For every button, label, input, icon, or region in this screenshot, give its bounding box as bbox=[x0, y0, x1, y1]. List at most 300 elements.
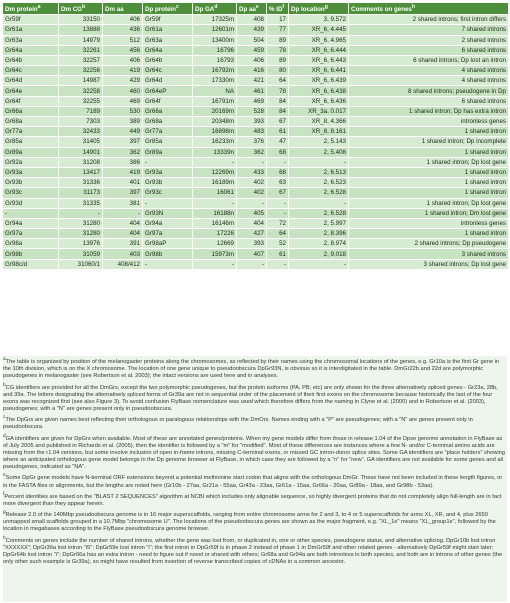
table-cell: XR_6, 4.965 bbox=[289, 35, 349, 45]
table-cell: Gr64e bbox=[3, 86, 59, 96]
table-cell: Gr64b bbox=[143, 55, 193, 65]
table-cell: 4 shared introns bbox=[349, 76, 509, 86]
table-cell: 20169m bbox=[193, 106, 237, 116]
footnote-marker: e bbox=[255, 4, 259, 10]
table-cell: Gr85a bbox=[3, 137, 59, 147]
table-row bbox=[3, 55, 509, 65]
column-header-label: Dm CG bbox=[61, 6, 82, 14]
table-cell: Gr63a bbox=[3, 35, 59, 45]
table-cell: 4 shared introns bbox=[349, 66, 509, 76]
column-header bbox=[193, 3, 237, 15]
table-cell: 31280 bbox=[59, 229, 103, 239]
table-cell: - bbox=[143, 198, 193, 208]
table-cell: Gr85a bbox=[143, 137, 193, 147]
column-header-label: Dp protein bbox=[145, 6, 176, 14]
table-cell: Gr64d bbox=[143, 76, 193, 86]
table-row bbox=[3, 218, 509, 228]
table-cell: 2, 8.396 bbox=[289, 229, 349, 239]
table-cell: 8 shared introns; pseudogene in Dp bbox=[349, 86, 509, 96]
table-cell: 13339n bbox=[193, 147, 237, 157]
table-cell: 16146m bbox=[193, 218, 237, 228]
table-row bbox=[3, 249, 509, 259]
table-cell: 15973m bbox=[193, 249, 237, 259]
table-cell: Gr93a bbox=[3, 167, 59, 177]
table-cell: 419 bbox=[103, 167, 143, 177]
table-cell: 52 bbox=[267, 239, 289, 249]
table-cell: 3 shared introns bbox=[349, 249, 509, 259]
footnote bbox=[3, 509, 507, 534]
table-cell: - bbox=[267, 208, 289, 218]
table-row bbox=[3, 229, 509, 239]
table-cell: Gr89a bbox=[3, 147, 59, 157]
column-header bbox=[237, 3, 267, 15]
table-row bbox=[3, 35, 509, 45]
table-cell: Gr77a bbox=[3, 127, 59, 137]
table-cell: 2, 5.143 bbox=[289, 137, 349, 147]
table-cell: Gr64f bbox=[143, 96, 193, 106]
table-cell: XR_6, 4.445 bbox=[289, 25, 349, 35]
table-cell: Gr66a bbox=[3, 106, 59, 116]
table-cell: 3 shared introns; Dp lost gene bbox=[349, 259, 509, 269]
table-cell: 362 bbox=[237, 147, 267, 157]
table-cell: 421 bbox=[237, 76, 267, 86]
table-cell: 63 bbox=[267, 178, 289, 188]
table-cell: 504 bbox=[237, 35, 267, 45]
footnote-marker: f bbox=[282, 4, 285, 10]
table-cell: 1 shared intron; Dp lost gene bbox=[349, 198, 509, 208]
table-cell: 362 bbox=[103, 147, 143, 157]
table-cell: 16898m bbox=[193, 127, 237, 137]
table-cell: 393 bbox=[237, 239, 267, 249]
table-cell: 483 bbox=[237, 127, 267, 137]
table-cell: 32258 bbox=[59, 86, 103, 96]
table-cell: Gr64c bbox=[3, 66, 59, 76]
table-cell: - bbox=[267, 198, 289, 208]
table-cell: 78 bbox=[267, 86, 289, 96]
footnote-marker: d bbox=[214, 4, 218, 10]
table-cell: - bbox=[237, 157, 267, 167]
table-cell: 16792m bbox=[193, 66, 237, 76]
table-cell: 439 bbox=[237, 25, 267, 35]
table-cell: Gr93b bbox=[143, 178, 193, 188]
table-cell: 7303 bbox=[59, 117, 103, 127]
table-cell: Gr97a bbox=[143, 229, 193, 239]
table-cell: Gr59f bbox=[3, 15, 59, 25]
table-cell: Gr89a bbox=[143, 147, 193, 157]
table-cell: 12601m bbox=[193, 25, 237, 35]
table-row bbox=[3, 66, 509, 76]
footnote-marker: g bbox=[3, 510, 6, 515]
footnote bbox=[3, 414, 507, 431]
table-cell: 47 bbox=[267, 137, 289, 147]
column-header bbox=[143, 3, 193, 15]
table-cell: 393 bbox=[237, 117, 267, 127]
column-header bbox=[59, 3, 103, 15]
footnote-marker: b bbox=[3, 382, 6, 388]
table-cell: Gr94a bbox=[3, 218, 59, 228]
table-row bbox=[3, 25, 509, 35]
table-cell: Gr98a bbox=[3, 239, 59, 249]
table-cell: 32433 bbox=[59, 127, 103, 137]
table-cell: 16796 bbox=[193, 45, 237, 55]
table-cell: 64 bbox=[267, 76, 289, 86]
table-cell: Gr68a bbox=[3, 117, 59, 127]
table-cell: 1 shared intron; Dp has extra intron bbox=[349, 106, 509, 116]
table-cell: XR_6, 6.441 bbox=[289, 66, 349, 76]
table-cell: 1 shared intron; Dp lost gene bbox=[349, 157, 509, 167]
table-cell: 427 bbox=[237, 229, 267, 239]
column-header bbox=[267, 3, 289, 15]
table-cell: - bbox=[3, 208, 59, 218]
table-cell: 402 bbox=[237, 178, 267, 188]
table-row bbox=[3, 208, 509, 218]
footnote-marker: h bbox=[3, 535, 6, 541]
footnote bbox=[3, 382, 507, 414]
table-cell: XR_8, 4.366 bbox=[289, 117, 349, 127]
table-cell: - bbox=[193, 157, 237, 167]
table-cell: 404 bbox=[103, 229, 143, 239]
table-row bbox=[3, 178, 509, 188]
table-cell: 31280 bbox=[59, 218, 103, 228]
table-cell: 32257 bbox=[59, 55, 103, 65]
table-row bbox=[3, 167, 509, 177]
footnote-marker: c bbox=[175, 4, 179, 10]
column-header bbox=[289, 3, 349, 15]
table-cell: Gr64b bbox=[3, 55, 59, 65]
table-row bbox=[3, 239, 509, 249]
table-cell: 13400m bbox=[193, 35, 237, 45]
table-cell: 31173 bbox=[59, 188, 103, 198]
table-cell: 2 shared introns; Dp pseudogene bbox=[349, 239, 509, 249]
table-cell: 401 bbox=[103, 178, 143, 188]
table-cell: 68 bbox=[267, 167, 289, 177]
table-cell: 407 bbox=[237, 249, 267, 259]
table-cell: 1 shared intron bbox=[349, 178, 509, 188]
table-cell: 429 bbox=[103, 76, 143, 86]
table-cell: 16061 bbox=[193, 188, 237, 198]
table-cell: Gr98c/d bbox=[3, 259, 59, 269]
table-cell: 16233m bbox=[193, 137, 237, 147]
table-row bbox=[3, 86, 509, 96]
table-cell: Gr64a bbox=[143, 45, 193, 55]
table-cell: XR_6, 6.443 bbox=[289, 55, 349, 65]
table-cell: 1 shared intron; Dp incomplete bbox=[349, 137, 509, 147]
footnote bbox=[3, 535, 507, 567]
column-header-label: % ID bbox=[269, 6, 283, 14]
table-cell: 7 shared introns bbox=[349, 25, 509, 35]
table-cell: XR_6, 6.444 bbox=[289, 45, 349, 55]
table-cell: 402 bbox=[237, 188, 267, 198]
table-cell: 389 bbox=[103, 117, 143, 127]
table-cell: 12269m bbox=[193, 167, 237, 177]
table-cell: 31336 bbox=[59, 178, 103, 188]
table-cell: intronless genes bbox=[349, 218, 509, 228]
table-cell: 31059 bbox=[59, 249, 103, 259]
column-header bbox=[349, 3, 509, 15]
table-cell: Gr68a bbox=[143, 117, 193, 127]
footnote-marker: b bbox=[81, 4, 86, 10]
table-cell: 16793 bbox=[193, 55, 237, 65]
table-row bbox=[3, 15, 509, 25]
footnote bbox=[3, 356, 507, 381]
table-cell: 381 bbox=[103, 198, 143, 208]
table-cell: Gr64eP bbox=[143, 86, 193, 96]
table-cell: 436 bbox=[103, 25, 143, 35]
table-cell: 2 shared introns bbox=[349, 35, 509, 45]
table-cell: 403 bbox=[103, 249, 143, 259]
table-cell: 512 bbox=[103, 35, 143, 45]
table-cell: Gr93c bbox=[143, 188, 193, 198]
table-cell: 6 shared introns bbox=[349, 96, 509, 106]
table-cell: - bbox=[289, 157, 349, 167]
table-cell: 32255 bbox=[59, 96, 103, 106]
table-cell: 530 bbox=[103, 106, 143, 116]
table-cell: 2, 5.408 bbox=[289, 147, 349, 157]
footnote-marker: a bbox=[3, 357, 6, 362]
table-cell: 84 bbox=[267, 106, 289, 116]
table-cell: 2, 9.018 bbox=[289, 249, 349, 259]
table-cell: 1 shared intron bbox=[349, 167, 509, 177]
table-cell: 33150 bbox=[59, 15, 103, 25]
column-header-label: Comments on genes bbox=[351, 6, 412, 14]
table-cell: Gr61a bbox=[3, 25, 59, 35]
table-cell: 408/412 bbox=[103, 259, 143, 269]
table-cell: 67 bbox=[267, 117, 289, 127]
table-cell: 2, 6.528 bbox=[289, 208, 349, 218]
table-cell: Gr92a bbox=[3, 157, 59, 167]
footnote-marker: g bbox=[324, 4, 328, 10]
table-row bbox=[3, 147, 509, 157]
column-header bbox=[103, 3, 143, 15]
table-cell: 404 bbox=[103, 218, 143, 228]
table-cell: 2, 6.528 bbox=[289, 188, 349, 198]
table-cell: 67 bbox=[267, 188, 289, 198]
table-row bbox=[3, 259, 509, 269]
table-cell: - bbox=[267, 157, 289, 167]
table-cell: 89 bbox=[267, 35, 289, 45]
table-header-row bbox=[3, 3, 509, 15]
footnote-text: The table is organized by position of the melanogaster proteins along the chromosomes, as reflected by their names using the chromosomal locations of the genes, e.g. Gr10a is the first Gr gene in the 10th division, which is on the X chromosome. The location of one gene unique to pseudoobscura DpGr93N, is obvious so it is interdigitated in the table. DmGr22b and 22d are polymorphic pseudogenes in melanogaster (see Robertson et al. 2003); the intact versions are used here and in analyses. bbox=[3, 358, 500, 380]
footnote-text: Release 2.0 of the 140Mbp pseudoobscura genome is in 16 major superscaffolds, ranging from entire chromosome arms for 2 and 3, to 4 or 5 superscaffolds for arms XL, XR, and 4, plus 2650 unmapped small scaffolds grouped in a 10.7Mbp "chromosome U". The locations of the pseudoobscura genes are shown as the major fragment, e.g. "XL_1e" means "XL_group1e", followed by the location in megabases according to the FlyBase pseudoobscura genome browser. bbox=[3, 511, 496, 533]
table-cell: 6 shared introns; Dp lost an intron bbox=[349, 55, 509, 65]
table-cell: Gr64d bbox=[3, 76, 59, 86]
table-cell: NA bbox=[193, 86, 237, 96]
table-row bbox=[3, 198, 509, 208]
table-cell: - bbox=[237, 198, 267, 208]
footnote-marker: d bbox=[3, 433, 6, 439]
table-cell: - bbox=[59, 208, 103, 218]
table-cell: 6 shared introns bbox=[349, 45, 509, 55]
table-cell: Gr93d bbox=[3, 198, 59, 208]
gene-comparison-table bbox=[2, 2, 509, 270]
table-cell: Gr98b bbox=[143, 249, 193, 259]
table-cell: 397 bbox=[103, 188, 143, 198]
table-cell: 406 bbox=[237, 55, 267, 65]
table-cell: 416 bbox=[237, 66, 267, 76]
table-cell: XR_8, 8.161 bbox=[289, 127, 349, 137]
table-cell: 17325m bbox=[193, 15, 237, 25]
table-cell: 14901 bbox=[59, 147, 103, 157]
column-header-label: Dm aa bbox=[105, 6, 124, 14]
table-body bbox=[3, 15, 509, 270]
table-cell: Gr64c bbox=[143, 66, 193, 76]
table-cell: XR_3a, 0.017 bbox=[289, 106, 349, 116]
footnote-text: Comments on genes include the number of shared introns, whether the gene was lost from, or duplicated in, one or other species, pseudogene status, and alternative splicing. DpGr10b lost intron "XXXXXX"; DpGr36a lost intron "i5"; DpGr59e lost intron "i"; the first intron in DpGr59f is in phase 2 instead of phase 1 in DmGr59f and other related genes - alternatively DpGr59f might start later; DpGr64b lost intron "i"; DpGr66a has an extra intron - need to figure out if novel or shared with others; Gr68a and Gr94a are both intronless in both species, and both are in introns of other genes (the only other such example is Gr39a), so might have resulted from insertion of reverse transcribed copies of cDNAs in a common ancestor. bbox=[3, 537, 503, 565]
table-cell: 469 bbox=[103, 96, 143, 106]
table-cell: Gr64f bbox=[3, 96, 59, 106]
table-cell: 3, 9.572 bbox=[289, 15, 349, 25]
table-cell: Gr98b bbox=[3, 249, 59, 259]
table-cell: 1 shared intron bbox=[349, 147, 509, 157]
footnote bbox=[3, 433, 507, 472]
table-row bbox=[3, 45, 509, 55]
table-cell: 1 shared intron bbox=[349, 127, 509, 137]
table-cell: 7189 bbox=[59, 106, 103, 116]
footnote bbox=[3, 491, 507, 508]
table-cell: - bbox=[193, 259, 237, 269]
table-cell: 405 bbox=[237, 208, 267, 218]
table-cell: 406 bbox=[103, 55, 143, 65]
footnote-text: Some DpGr gene models have N-terminal ORF extensions beyond a potential methionine start codon that aligns with the orthologous DmGr. These have not been included in these length figures, or in the FASTA files or alignments, but the lengths are noted here (Gr10b - 27aa, Gr21a - 55aa, Gr43a - 23aa, Gr61a - 15aa, Gr66a - 20aa, Gr89a - 18aa, and Gr98b - 53aa). bbox=[3, 475, 503, 489]
table-cell: 78 bbox=[267, 45, 289, 55]
table-cell: Gr93N bbox=[143, 208, 193, 218]
footnote-text: Percent identities are based on the "BLAST 2 SEQUENCES" algorithm at NCBI which includes only alignable sequence, so highly divergent proteins that do not completely align full-length are in fact more divergent than they appear herein. bbox=[3, 493, 502, 507]
table-cell: 13976 bbox=[59, 239, 103, 249]
table-cell: Gr93b bbox=[3, 178, 59, 188]
footnote bbox=[3, 472, 507, 489]
table-cell: Gr97a bbox=[3, 229, 59, 239]
table-cell: 2, 6.513 bbox=[289, 167, 349, 177]
table-cell: 31405 bbox=[59, 137, 103, 147]
table-cell: 14987 bbox=[59, 76, 103, 86]
column-header-label: Dp location bbox=[291, 6, 325, 14]
table-cell: XR_6, 6.439 bbox=[289, 76, 349, 86]
table-row bbox=[3, 157, 509, 167]
table-cell: Gr66a bbox=[143, 106, 193, 116]
table-row bbox=[3, 188, 509, 198]
table-row bbox=[3, 117, 509, 127]
footnote-marker: c bbox=[3, 415, 6, 421]
table-row bbox=[3, 96, 509, 106]
table-row bbox=[3, 137, 509, 147]
table-cell: Gr93c bbox=[3, 188, 59, 198]
table-cell: Gr64a bbox=[3, 45, 59, 55]
table-cell: 397 bbox=[103, 137, 143, 147]
table-cell: 419 bbox=[103, 66, 143, 76]
table-cell: 406 bbox=[103, 15, 143, 25]
table-cell: 89 bbox=[267, 55, 289, 65]
column-header bbox=[3, 3, 59, 15]
table-cell: 72 bbox=[267, 218, 289, 228]
table-cell: Gr63a bbox=[143, 35, 193, 45]
table-row bbox=[3, 76, 509, 86]
footnote-marker: f bbox=[3, 491, 5, 497]
table-cell: 2, 5.997 bbox=[289, 218, 349, 228]
table-cell: 32256 bbox=[59, 66, 103, 76]
table-cell: 460 bbox=[103, 86, 143, 96]
table-cell: 2 shared introns; first intron differs bbox=[349, 15, 509, 25]
table-cell: Gr77a bbox=[143, 127, 193, 137]
table-cell: 391 bbox=[103, 239, 143, 249]
table-cell: 31208 bbox=[59, 157, 103, 167]
table-cell: 16189m bbox=[193, 178, 237, 188]
table-cell: 61 bbox=[267, 127, 289, 137]
table-cell: Gr98aP bbox=[143, 239, 193, 249]
table-cell: 80 bbox=[267, 66, 289, 76]
footnote-text: GA identifiers are given for DpGrs when available. Most of these are annotated genes/proteins. When my gene models differ from those in release 1.04 of the Dpse genome annotation in FlyBase as of July 2005 and published in Richards et al. (2005), then the identifier is followed by a "m" for "modified". Most of these differences are instances where a few N- and/or C-terminal amino acids are missing from the r1.04 versions, but some involve inclusion of open in-frame introns, missing C-terminal exons, or missed GC intron-donor splice sites. Some GA identifiers are "place holders" showing where an anticipated orthologous gene model belongs in the Dp genome browser at FlyBase, in which case they are followed by a "n" for "new". GA identifiers are not available for some genes and all pseudogenes, indicated as "NA". bbox=[3, 435, 505, 471]
table-cell: 2, 8.974 bbox=[289, 239, 349, 249]
footnote-text: The DpGrs are given names best reflecting their orthologous or paralogous relationships with the DmOrs. Names ending with a "P" are pseudogenes; with a "N" are genes present only in pseudoobscura. bbox=[3, 417, 473, 431]
table-cell: 433 bbox=[237, 167, 267, 177]
table-cell: - bbox=[143, 157, 193, 167]
table-cell: 1 shared intron bbox=[349, 229, 509, 239]
table-cell: 16188n bbox=[193, 208, 237, 218]
table-cell: 13417 bbox=[59, 167, 103, 177]
table-cell: 64 bbox=[267, 229, 289, 239]
table-cell: 16791m bbox=[193, 96, 237, 106]
table-cell: intronless genes bbox=[349, 117, 509, 127]
table-cell: Gr93a bbox=[143, 167, 193, 177]
table-cell: 13888 bbox=[59, 25, 103, 35]
table-cell: 528 bbox=[237, 106, 267, 116]
table-footnotes bbox=[3, 356, 507, 602]
footnote-marker: h bbox=[411, 4, 416, 10]
table-cell: 408 bbox=[237, 15, 267, 25]
table-cell: 77 bbox=[267, 25, 289, 35]
table-cell: 1 shared intron; Dm lost gene bbox=[349, 208, 509, 218]
table-cell: 461 bbox=[237, 86, 267, 96]
table-cell: 31335 bbox=[59, 198, 103, 208]
table-cell: 456 bbox=[103, 45, 143, 55]
table-cell: 469 bbox=[237, 96, 267, 106]
table-cell: 68 bbox=[267, 147, 289, 157]
table-cell: 404 bbox=[237, 218, 267, 228]
table-row bbox=[3, 127, 509, 137]
table-cell: 376 bbox=[237, 137, 267, 147]
table-cell: 459 bbox=[237, 45, 267, 55]
table-cell: 20348m bbox=[193, 117, 237, 127]
table-cell: - bbox=[289, 198, 349, 208]
footnote-marker: a bbox=[37, 4, 41, 10]
table-cell: XR_6, 6.436 bbox=[289, 96, 349, 106]
table-cell: Gr94a bbox=[143, 218, 193, 228]
footnote-text: CG identifiers are provided for all the DmGrs, except the two polymorphic pseudogenes, but the protein isoforms (PA, PB, etc) are only shown for the three alternatively spliced genes - Gr23a, 28b, and 39a. The letters designating the alternatively spliced forms of Gr39a are not in sequential order of the placement of their first exons on the chromosome because historically the last of the four exons was recognized first (see also Figure 3). To avoid confusion FlyBase nomenclature was used which therefore differs from the naming in Clyne et al. (2000) and in Robertson et al. (2003), pseudogenes; with a "N" are genes present only in pseudoobscura. bbox=[3, 384, 498, 412]
table-row bbox=[3, 106, 509, 116]
column-header-label: Dp GA bbox=[195, 6, 215, 14]
table-cell: 32261 bbox=[59, 45, 103, 55]
table-cell: 2, 6.523 bbox=[289, 178, 349, 188]
table-cell: 17330m bbox=[193, 76, 237, 86]
table-cell: Gr61a bbox=[143, 25, 193, 35]
table-cell: 12669 bbox=[193, 239, 237, 249]
table-cell: 1 shared intron bbox=[349, 188, 509, 198]
table-cell: Gr59f bbox=[143, 15, 193, 25]
table-cell: 386 bbox=[103, 157, 143, 167]
table-cell: 84 bbox=[267, 96, 289, 106]
table-cell: 31060/1 bbox=[59, 259, 103, 269]
column-header-label: Dm protein bbox=[5, 6, 38, 14]
table-cell: 449 bbox=[103, 127, 143, 137]
table-cell: - bbox=[193, 198, 237, 208]
table-cell: 17226 bbox=[193, 229, 237, 239]
table-cell: - bbox=[289, 259, 349, 269]
table-cell: 17 bbox=[267, 15, 289, 25]
table-cell: 14979 bbox=[59, 35, 103, 45]
column-header-label: Dp aa bbox=[239, 6, 256, 14]
table-cell: XR_6, 6.438 bbox=[289, 86, 349, 96]
table-cell: - bbox=[237, 259, 267, 269]
table-cell: - bbox=[143, 259, 193, 269]
